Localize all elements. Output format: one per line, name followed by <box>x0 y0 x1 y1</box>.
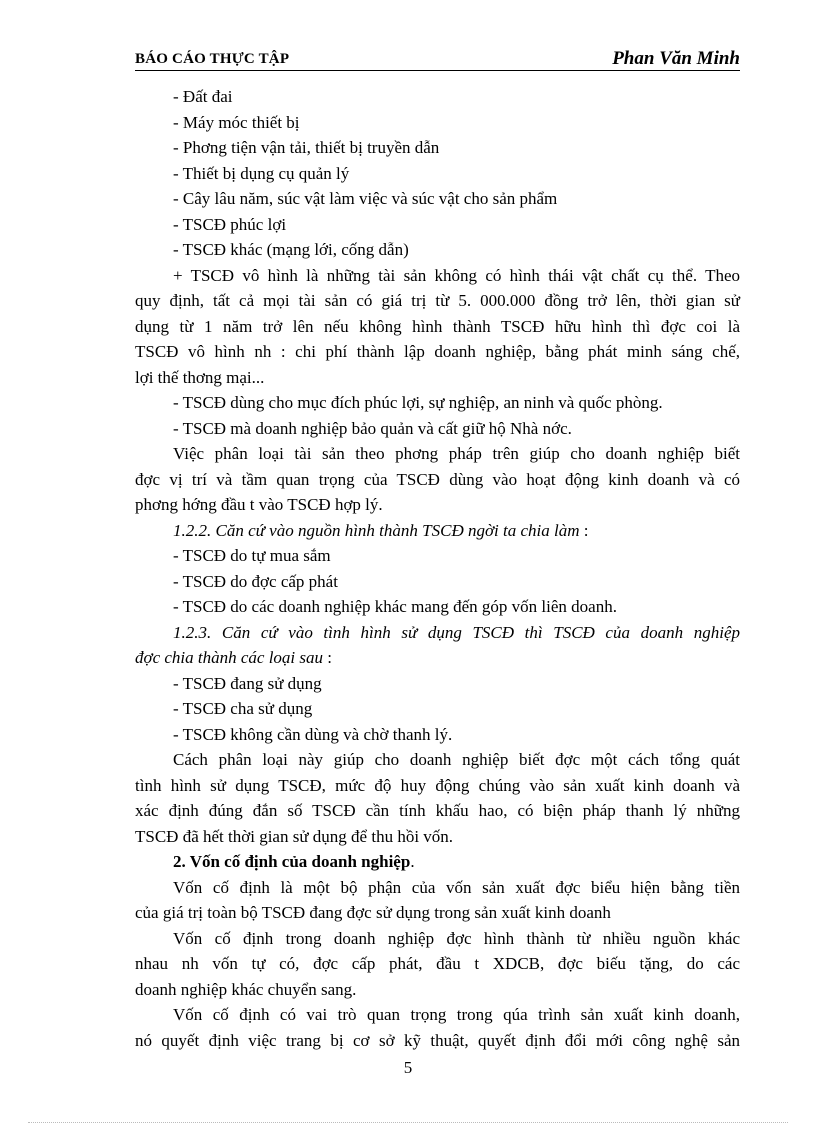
paragraph-line: tình hình sử dụng TSCĐ, mức độ huy động chúng vào sản xuất kinh doanh và <box>135 775 740 795</box>
paragraph-line: Việc phân loại tài sản theo phơng pháp trên giúp cho doanh nghiệp biết <box>173 444 740 463</box>
page-number: 5 <box>403 1058 413 1077</box>
subsection-heading: 1.2.3. Căn cứ vào tình hình sử dụng TSCĐ thì TSCĐ của doanh nghiệp <box>173 622 740 642</box>
paragraph-line: lợi thế thơng mại... <box>135 367 265 387</box>
paragraph-line: của giá trị toàn bộ TSCĐ đang đợc sử dụng trong sản xuất kinh doanh <box>135 903 611 922</box>
paragraph-line: Vốn cố định có vai trò quan trọng trong qúa trình sản xuất kinh doanh, <box>173 1005 740 1024</box>
list-item: - TSCĐ khác (mạng lới, cống dẫn) <box>173 240 409 259</box>
list-item: - TSCĐ do đợc cấp phát <box>173 571 338 591</box>
list-item: - Phơng tiện vận tải, thiết bị truyền dẫn <box>173 138 440 157</box>
section-heading <box>135 849 740 875</box>
subsection-heading-text: 1.2.2. Căn cứ vào nguồn hình thành TSCĐ ngời ta chia làm <box>173 520 580 540</box>
list-item: - TSCĐ đang sử dụng <box>173 673 322 693</box>
list-item: - Cây lâu năm, súc vật làm việc và súc vật cho sản phẩm <box>173 189 558 208</box>
heading-colon: : <box>579 520 589 540</box>
list-item: - Thiết bị dụng cụ quản lý <box>173 163 350 183</box>
list-item: - TSCĐ cha sử dụng <box>173 699 313 718</box>
paragraph-line: + TSCĐ vô hình là những tài sản không có hình thái vật chất cụ thể. Theo <box>173 265 740 285</box>
list-item: - TSCĐ do các doanh nghiệp khác mang đến góp vốn liên doanh. <box>173 597 617 616</box>
paragraph-line: TSCĐ đã hết thời gian sử dụng để thu hồi vốn. <box>135 826 454 846</box>
heading-period: . <box>410 852 415 871</box>
paragraph-line: Cách phân loại này giúp cho doanh nghiệp biết đợc một cách tổng quát <box>173 750 740 769</box>
page-header <box>135 48 740 71</box>
subsection-heading-cont <box>135 645 740 671</box>
header-title: BÁO CÁO THỰC TẬP <box>135 51 290 67</box>
paragraph-line: TSCĐ vô hình nh : chi phí thành lập doanh nghiệp, bằng phát minh sáng chế, <box>135 342 740 361</box>
list-item: - Máy móc thiết bị <box>173 112 300 132</box>
paragraph-line: đợc vị trí và tầm quan trọng của TSCĐ dùng vào hoạt động kinh doanh và có <box>135 469 740 489</box>
paragraph-line: quy định, tất cả mọi tài sản có giá trị từ 5. 000.000 đồng trở lên, thời gian sử <box>135 291 740 310</box>
paragraph-line: doanh nghiệp khác chuyển sang. <box>135 979 357 999</box>
paragraph-line: dụng từ 1 năm trở lên nếu không hình thành TSCĐ hữu hình thì đợc coi là <box>135 316 740 336</box>
paragraph-line: phơng hớng đầu t vào TSCĐ hợp lý. <box>135 495 383 514</box>
list-item: - TSCĐ không cần dùng và chờ thanh lý. <box>173 724 453 744</box>
list-item: - TSCĐ do tự mua sắm <box>173 546 331 565</box>
subsection-heading-text: đợc chia thành các loại sau <box>135 648 324 667</box>
document-body <box>135 84 740 1053</box>
paragraph-line: nhau nh vốn tự có, đợc cấp phát, đầu t XDCB, đợc biếu tặng, do các <box>135 954 740 973</box>
list-item: - TSCĐ dùng cho mục đích phúc lợi, sự nghiệp, an ninh và quốc phòng. <box>173 393 663 412</box>
section-heading-text: 2. Vốn cố định của doanh nghiệp <box>173 852 411 871</box>
list-item: - TSCĐ mà doanh nghiệp bảo quản và cất giữ hộ Nhà nớc. <box>173 418 572 438</box>
paragraph-line: Vốn cố định trong doanh nghiệp đợc hình thành từ nhiều nguồn khác <box>173 928 740 948</box>
heading-colon: : <box>323 648 332 667</box>
list-item: - Đất đai <box>173 87 233 106</box>
paragraph-line: xác định đúng đắn số TSCĐ cần tính khấu hao, có biện pháp thanh lý những <box>135 801 740 820</box>
list-item: - TSCĐ phúc lợi <box>173 214 287 234</box>
paragraph-line: Vốn cố định là một bộ phận của vốn sản xuất đợc biểu hiện bằng tiền <box>173 877 740 897</box>
subsection-heading <box>135 518 740 544</box>
paragraph-line: nó quyết định việc trang bị cơ sở kỹ thuật, quyết định đổi mới công nghệ sản <box>135 1030 740 1050</box>
header-author: Phan Văn Minh <box>612 48 740 69</box>
